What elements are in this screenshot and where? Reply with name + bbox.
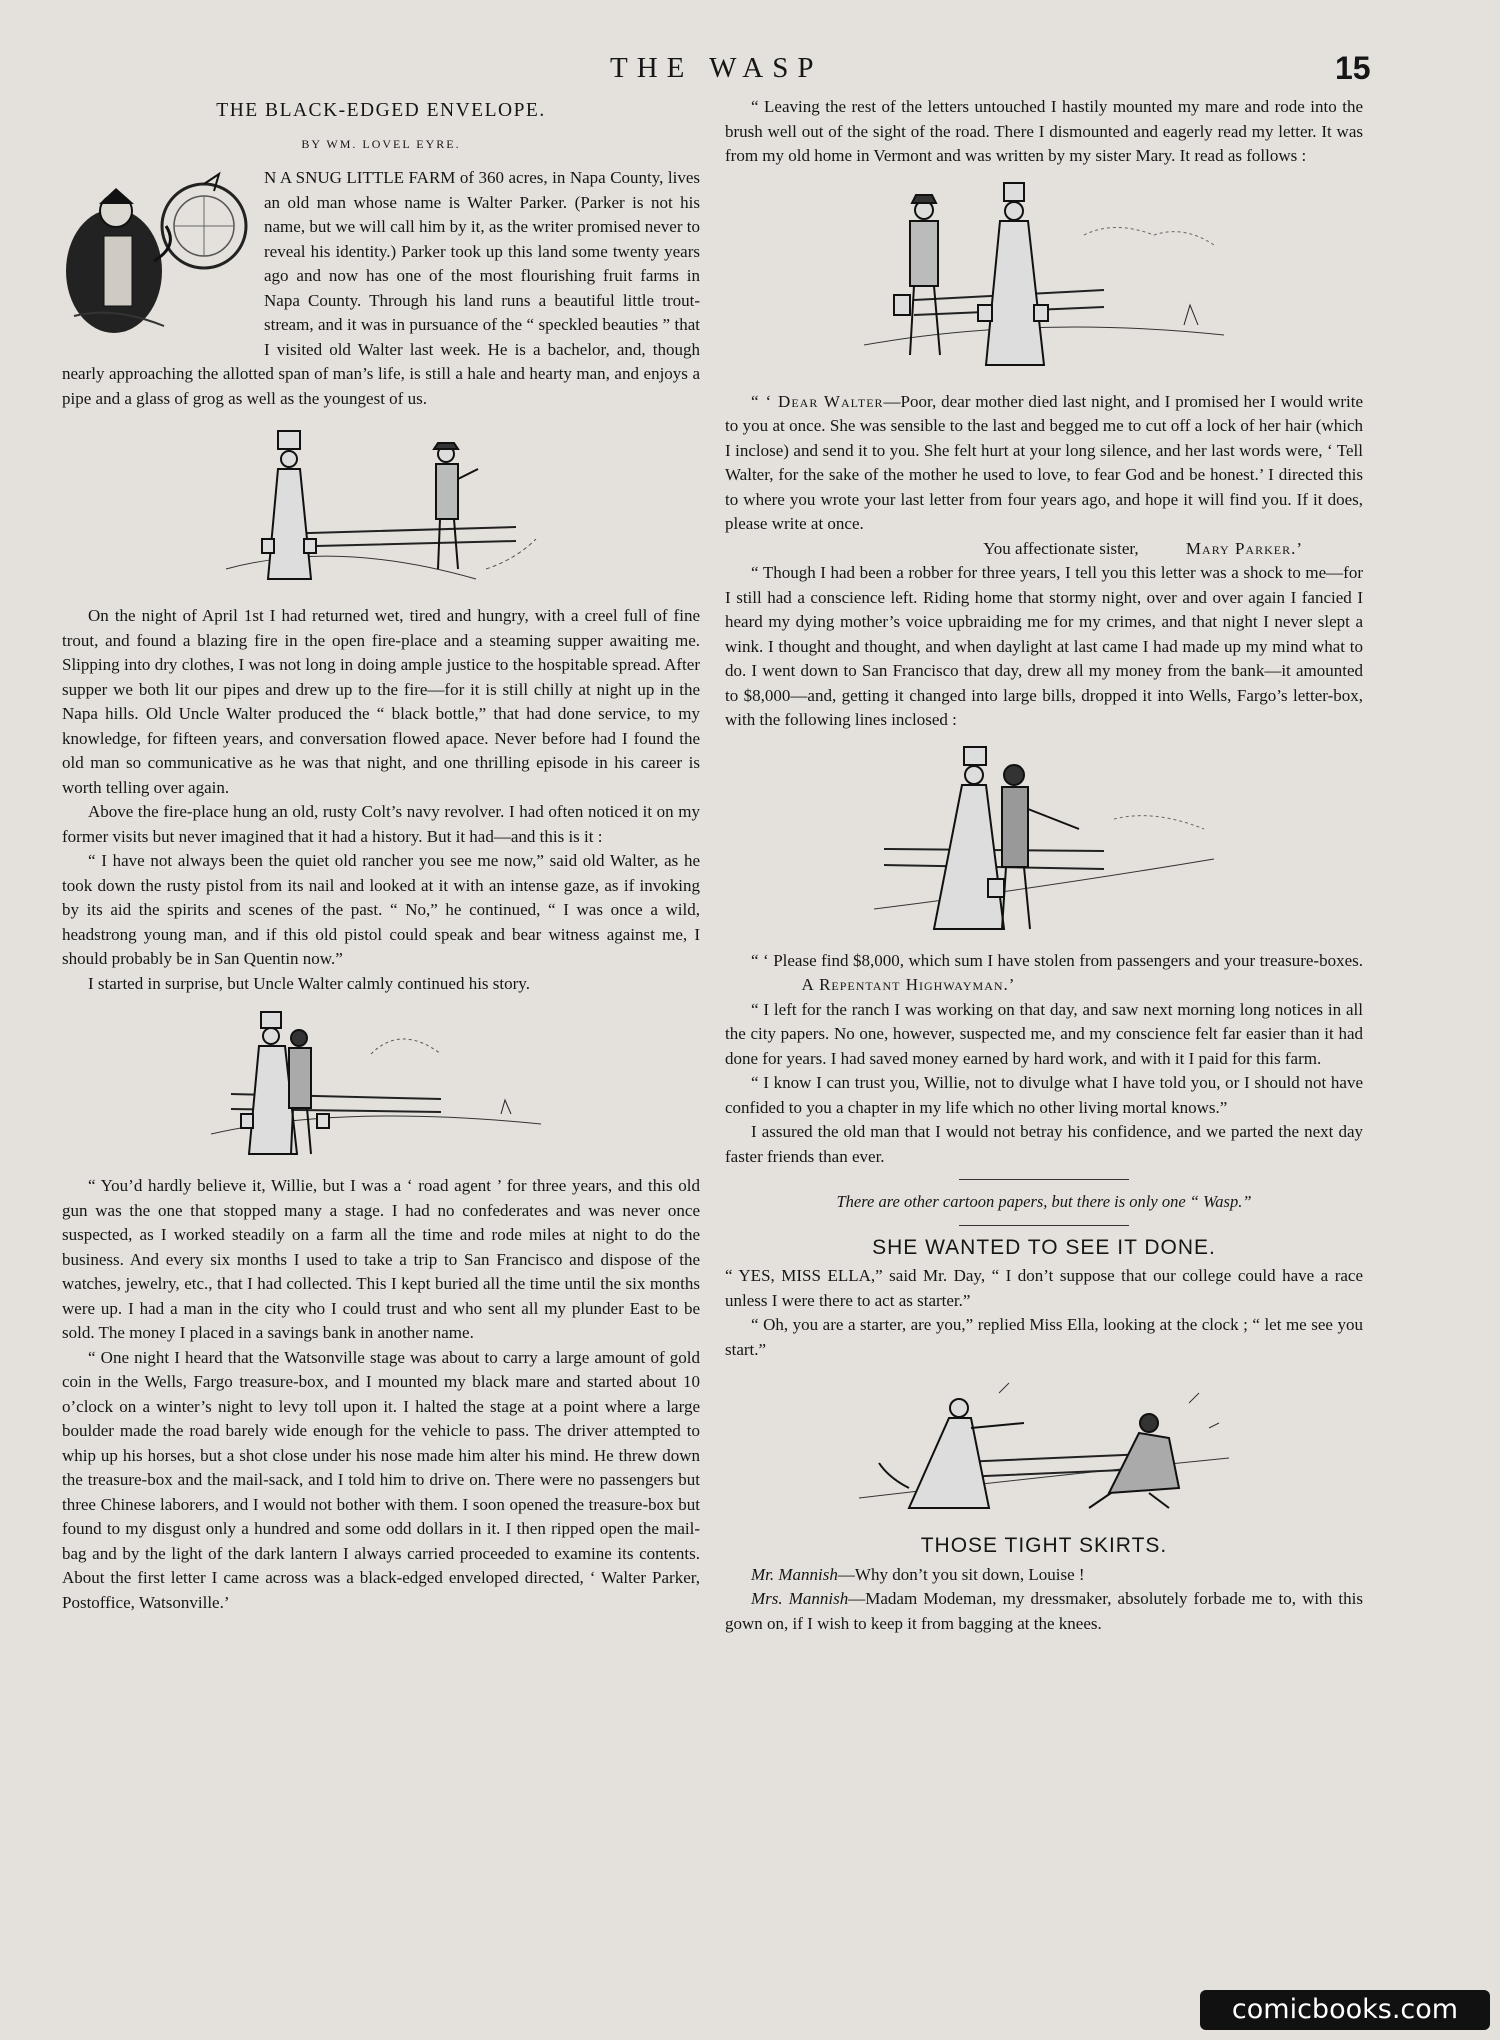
initial-letter-illustration xyxy=(54,166,254,341)
dialogue-line xyxy=(725,1563,1363,1588)
paragraph: On the night of April 1st I had returned wet, tired and hungry, with a creel full of fine trout, and found a blazing fire in the open fire-place and a steaming supper awaiting me. Slipping into dry clothes, I was not long in doing ample justice to the hospitable spread. After supper we both lit our pipes and drew up to the fire—for it is still chilly at night up in the Napa hills. Old Uncle Walter produced the “ black bottle,” that had done service, to my knowledge, for fifteen years, and conversation flowed apace. Never before had I found the old man so communicative as he was that night, and one thrilling episode in his career is worth telling over again. xyxy=(62,606,700,797)
left-column xyxy=(62,95,700,1615)
paragraph: I assured the old man that I would not betray his confidence, and we parted the next day faster friends than ever. xyxy=(725,1122,1363,1166)
letter-signature: Mary Parker.’ xyxy=(1185,538,1303,558)
letter-salutation: “ ‘ Dear Walter xyxy=(751,391,884,411)
tagline: There are other cartoon papers, but there is only one “ Wasp.” xyxy=(836,1192,1252,1211)
paragraph: “ I know I can trust you, Willie, not to divulge what I have told you, or I should not have confided to you a chapter in my life which no other living mortal knows.” xyxy=(725,1073,1363,1117)
paragraph: “ Leaving the rest of the letters untouched I hastily mounted my mare and rode into the brush well out of the sight of the road. There I dismounted and eagerly read my letter. It was from my old home in Vermont and was written by my sister Mary. It read as follows : xyxy=(725,97,1363,165)
illustration-starter-chased xyxy=(849,1368,1239,1528)
letter-body: —Poor, dear mother died last night, and I promised her I would write to you at once. She was sensible to the last and begged me to cut off a lock of her hair (which I inclose) and send it to you. She felt hurt at your long silence, and her last words were, ‘ Tell Walter, for the sake of the mother he used to love, to fear God and be honest.’ I directed this to where you wrote your last letter from four years ago, and hope it will find you. If it does, please write at once. xyxy=(725,391,1364,533)
story-title: THOSE TIGHT SKIRTS. xyxy=(920,1534,1168,1557)
paragraph: N A SNUG LITTLE FARM of 360 acres, in Napa County, lives an old man whose name is Walter Parker. (Parker is not his name, but we will call him by it, as the writer promised never to reveal his identity.) Parker took up this land some twenty years ago and now has one of the most flourishing fruit farms in Napa County. Through his land runs a beautiful little trout-stream, and it was in pursuance of the “ speckled beauties ” that I visited old Walter last week. He is a bachelor, and, though nearly approaching the allotted span of man’s life, is still a hale and hearty man, and enjoys a pipe and a glass of grog as well as the youngest of us. xyxy=(62,168,700,408)
illustration-highwayman-and-woman xyxy=(864,739,1224,949)
speaker-name: Mr. Mannish xyxy=(751,1564,838,1584)
divider xyxy=(959,1179,1129,1180)
site-watermark: comicbooks.com xyxy=(1200,1990,1490,2030)
divider xyxy=(959,1225,1129,1226)
dialogue-text: —Madam Modeman, my dressmaker, absolutely forbade me to, with this gown on, if I wish to keep it from bagging at the knees. xyxy=(725,1589,1363,1633)
paragraph: Above the fire-place hung an old, rusty Colt’s navy revolver. I had often noticed it on my former visits but never imagined that it had a history. But it had—and this is it : xyxy=(62,802,700,846)
story-title: SHE WANTED TO SEE IT DONE. xyxy=(872,1235,1216,1259)
paragraph: “ I left for the ranch I was working on that day, and saw next morning long notices in all the city papers. No one, however, suspected me, and my conscience felt far easier than it had done for years. I had saved money earned by hard work, and with it I paid for this farm. xyxy=(725,999,1363,1068)
dialogue-text: —Why don’t you sit down, Louise ! xyxy=(837,1564,1085,1584)
illustration-embrace-on-road xyxy=(201,1004,561,1174)
dialogue-line xyxy=(725,1587,1363,1636)
speaker-name: Mrs. Mannish xyxy=(751,1589,849,1608)
right-column xyxy=(725,95,1363,1636)
masthead xyxy=(0,50,1500,90)
letter-sign-off xyxy=(725,537,1363,562)
paragraph: “ YES, MISS ELLA,” said Mr. Day, “ I don’t suppose that our college could have a race unless I were there to act as starter.” xyxy=(725,1266,1363,1310)
illustration-walter-and-mary xyxy=(854,175,1234,390)
illustration-milkmaid-and-hunter xyxy=(216,419,546,604)
story-byline: BY WM. LOVEL EYRE. xyxy=(301,136,461,151)
letter-body: “ ‘ Please find $8,000, which sum I have stolen from passengers and your treasure-boxes. xyxy=(751,950,1363,970)
paragraph: “ I have not always been the quiet old rancher you see me now,” said old Walter, as he took down the rusty pistol from its nail and looked at it with an intense gaze, as if invoking by its aid the spirits and scenes of the past. “ No,” he continued, “ I was once a wild, headstrong young man, and if this old pistol could speak and bear witness against me, I should probably be in San Quentin now.” xyxy=(62,851,700,968)
story-title: THE BLACK-EDGED ENVELOPE. xyxy=(216,100,546,121)
opening-paragraph-block xyxy=(62,166,700,411)
paragraph: “ Though I had been a robber for three years, I tell you this letter was a shock to me—for I still had a conscience left. Riding home that stormy night, over and over again I fancied I heard my dying mother’s voice upbraiding me for my crimes, and that night I never slept a wink. I thought and thought, and when daylight at last came I had made up my mind what to do. I went down to San Francisco that day, drew all my money from the bank—it amounted to $8,000—and, getting it changed into large bills, dropped it into Wells, Fargo’s letter-box, with the following lines inclosed : xyxy=(725,563,1363,729)
paragraph: “ One night I heard that the Watsonville stage was about to carry a large amount of gold coin in the Wells, Fargo treasure-box, and I mounted my black mare and started about 10 o’clock on a winter’s night to levy toll upon it. I halted the stage at a point where a large boulder made the road barely wide enough for the vehicle to pass. The driver attempted to whip up his horses, but a shot close under his nose made him alter his mind. He threw down the treasure-box and the mail-sack, and I told him to drive on. There were no passengers but three Chinese laborers, and I would not bother with them. I soon opened the treasure-box but found to my disgust only a hundred and some odd dollars in it. I then ripped open the mail-bag and by the light of the dark lantern I always carried proceeded to examine its contents. About the first letter I came across was a black-edged enveloped directed, ‘ Walter Parker, Postoffice, Watsonville.’ xyxy=(62,1347,700,1612)
letter-signature: A Repentant Highwayman.’ xyxy=(801,975,1016,994)
paragraph: “ Oh, you are a starter, are you,” replied Miss Ella, looking at the clock ; “ let me see you start.” xyxy=(725,1315,1363,1359)
page-number: 15 xyxy=(1335,50,1371,86)
paragraph: I started in surprise, but Uncle Walter calmly continued his story. xyxy=(88,973,530,993)
letter-paragraph xyxy=(725,949,1363,998)
publication-title: THE WASP xyxy=(610,52,823,84)
letter-closing: You affectionate sister, xyxy=(983,538,1139,558)
paragraph: “ You’d hardly believe it, Willie, but I was a ‘ road agent ’ for three years, and this old gun was the one that stopped many a stage. I had no confederates and was never once suspected, as I worked steadily on a farm all the time and rode miles at night to do the business. And every six months I used to take a trip to San Francisco and dispose of the watches, jewelry, etc., that I had collected. This I kept buried all the time until the six months were up. I had a man in the city who I could trust and who sent all my plunder East to be sold. The money I placed in a savings bank in another name. xyxy=(62,1176,700,1342)
letter-paragraph xyxy=(725,390,1363,537)
